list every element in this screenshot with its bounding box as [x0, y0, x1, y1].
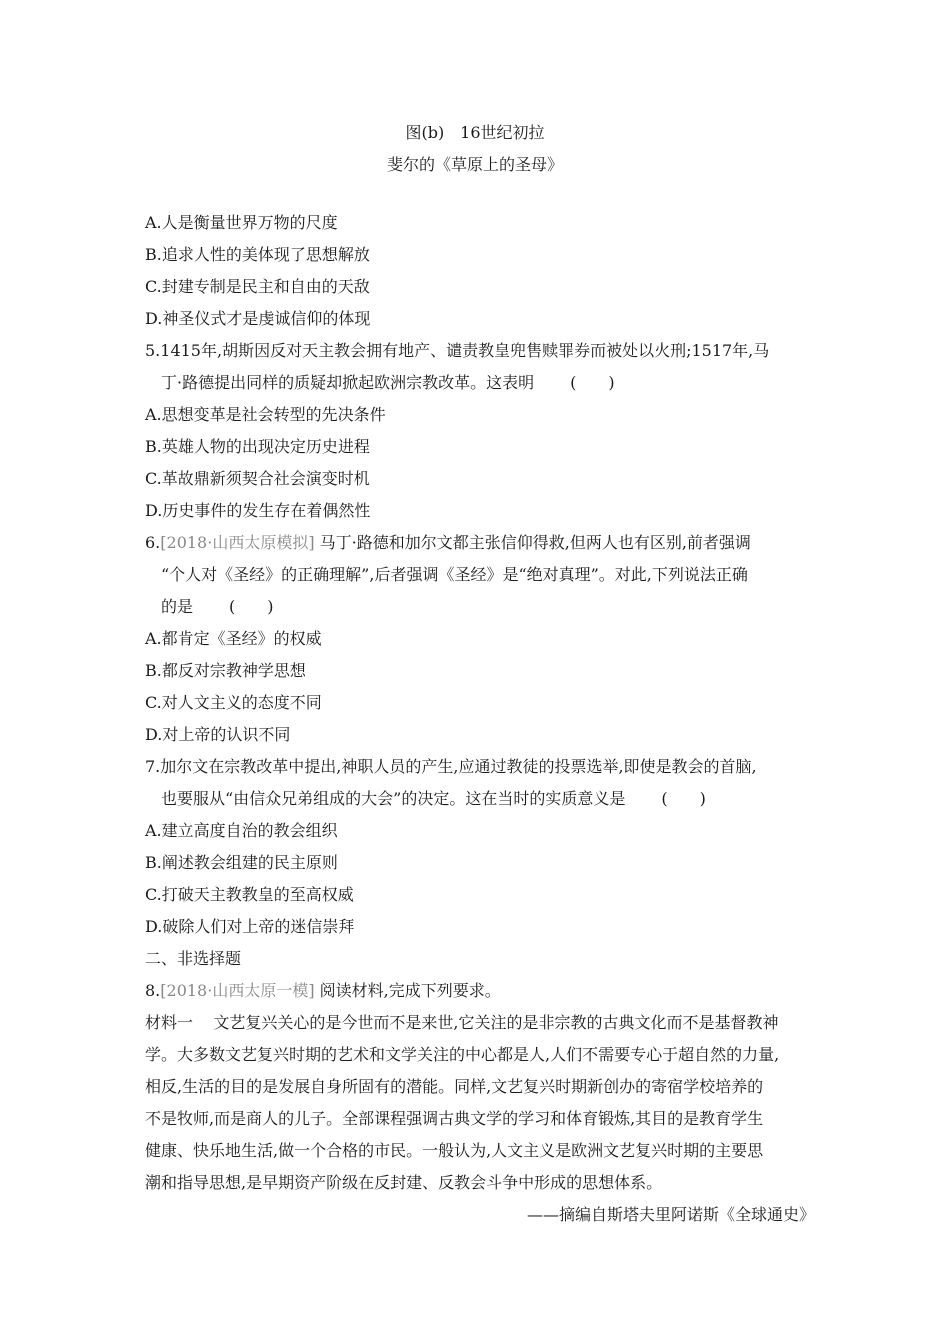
q6-number: 6. [145, 533, 161, 552]
q7-option-b: B.阐述教会组建的民主原则 [145, 853, 338, 872]
q5-answer-paren: ( ) [570, 373, 615, 392]
q6-option-a: A.都肯定《圣经》的权威 [145, 629, 322, 648]
q8-material-line-4: 不是牧师,而是商人的儿子。全部课程强调古典文学的学习和体育锻炼,其目的是教育学生 [145, 1109, 764, 1128]
q7-option-a: A.建立高度自治的教会组织 [145, 821, 338, 840]
q8-material-line-3: 相反,生活的目的是发展自身所固有的潜能。同样,文艺复兴时期新创办的寄宿学校培养的 [145, 1077, 764, 1096]
figure-caption-line-2: 斐尔的《草原上的圣母》 [386, 155, 563, 174]
q8-stem [145, 975, 815, 1007]
q4-option-a: A.人是衡量世界万物的尺度 [145, 213, 338, 232]
q6-source: [2018·山西太原模拟] [160, 533, 315, 552]
q7-option-d: D.破除人们对上帝的迷信崇拜 [145, 917, 355, 936]
q5-option-d: D.历史事件的发生存在着偶然性 [145, 501, 371, 520]
q6-stem-line-3 [145, 591, 815, 623]
q6-stem-line-2: “个人对《圣经》的正确理解”,后者强调《圣经》是“绝对真理”。对此,下列说法正确 [161, 565, 748, 584]
material-label: 材料一 [145, 1013, 194, 1032]
q5-option-a: A.思想变革是社会转型的先决条件 [145, 405, 386, 424]
q8-number: 8. [145, 981, 161, 1000]
q8-material-line-1 [145, 1007, 815, 1039]
q5-stem-line-2 [145, 367, 815, 399]
q7-answer-paren: ( ) [661, 789, 706, 808]
q5-option-c: C.革故鼎新须契合社会演变时机 [145, 469, 370, 488]
q5-stem-text: 丁·路德提出同样的质疑却掀起欧洲宗教改革。这表明 [161, 373, 535, 392]
q7-stem-text: 也要服从“由信众兄弟组成的大会”的决定。这在当时的实质意义是 [161, 789, 626, 808]
q4-option-c: C.封建专制是民主和自由的天敌 [145, 277, 370, 296]
q6-stem-line-1 [145, 527, 815, 559]
q7-stem-line-2 [145, 783, 815, 815]
q7-option-c: C.打破天主教教皇的至高权威 [145, 885, 354, 904]
q5-stem-line-1: 5.1415年,胡斯因反对天主教会拥有地产、谴责教皇兜售赎罪券而被处以火刑;1517年,马 [145, 341, 770, 360]
q6-stem-text-end: 的是 [161, 597, 194, 616]
q6-answer-paren: ( ) [229, 597, 274, 616]
q4-option-d: D.神圣仪式才是虔诚信仰的体现 [145, 309, 371, 328]
q6-option-b: B.都反对宗教神学思想 [145, 661, 306, 680]
q8-source: [2018·山西太原一模] [160, 981, 315, 1000]
q4-option-b: B.追求人性的美体现了思想解放 [145, 245, 370, 264]
material-text: 文艺复兴关心的是今世而不是来世,它关注的是非宗教的古典文化而不是基督教神 [213, 1013, 779, 1032]
q7-stem-line-1: 7.加尔文在宗教改革中提出,神职人员的产生,应通过教徒的投票选举,即使是教会的首脑, [145, 757, 757, 776]
question-body [145, 207, 815, 1231]
q5-option-b: B.英雄人物的出现决定历史进程 [145, 437, 370, 456]
figure-caption-line-1: 图(b) 16世纪初拉 [405, 123, 545, 142]
q8-intro: 阅读材料,完成下列要求。 [319, 981, 501, 1000]
q6-option-d: D.对上帝的认识不同 [145, 725, 291, 744]
q8-material-line-6: 潮和指导思想,是早期资产阶级在反封建、反教会斗争中形成的思想体系。 [145, 1173, 663, 1192]
q8-attribution: ——摘编自斯塔夫里阿诺斯《全球通史》 [526, 1205, 815, 1224]
q6-stem-text: 马丁·路德和加尔文都主张信仰得救,但两人也有区别,前者强调 [319, 533, 751, 552]
section-heading: 二、非选择题 [145, 949, 242, 968]
q8-material-line-2: 学。大多数文艺复兴时期的艺术和文学关注的中心都是人,人们不需要专心于超自然的力量, [145, 1045, 780, 1064]
q8-material-line-5: 健康、快乐地生活,做一个合格的市民。一般认为,人文主义是欧洲文艺复兴时期的主要思 [145, 1141, 764, 1160]
q6-option-c: C.对人文主义的态度不同 [145, 693, 322, 712]
